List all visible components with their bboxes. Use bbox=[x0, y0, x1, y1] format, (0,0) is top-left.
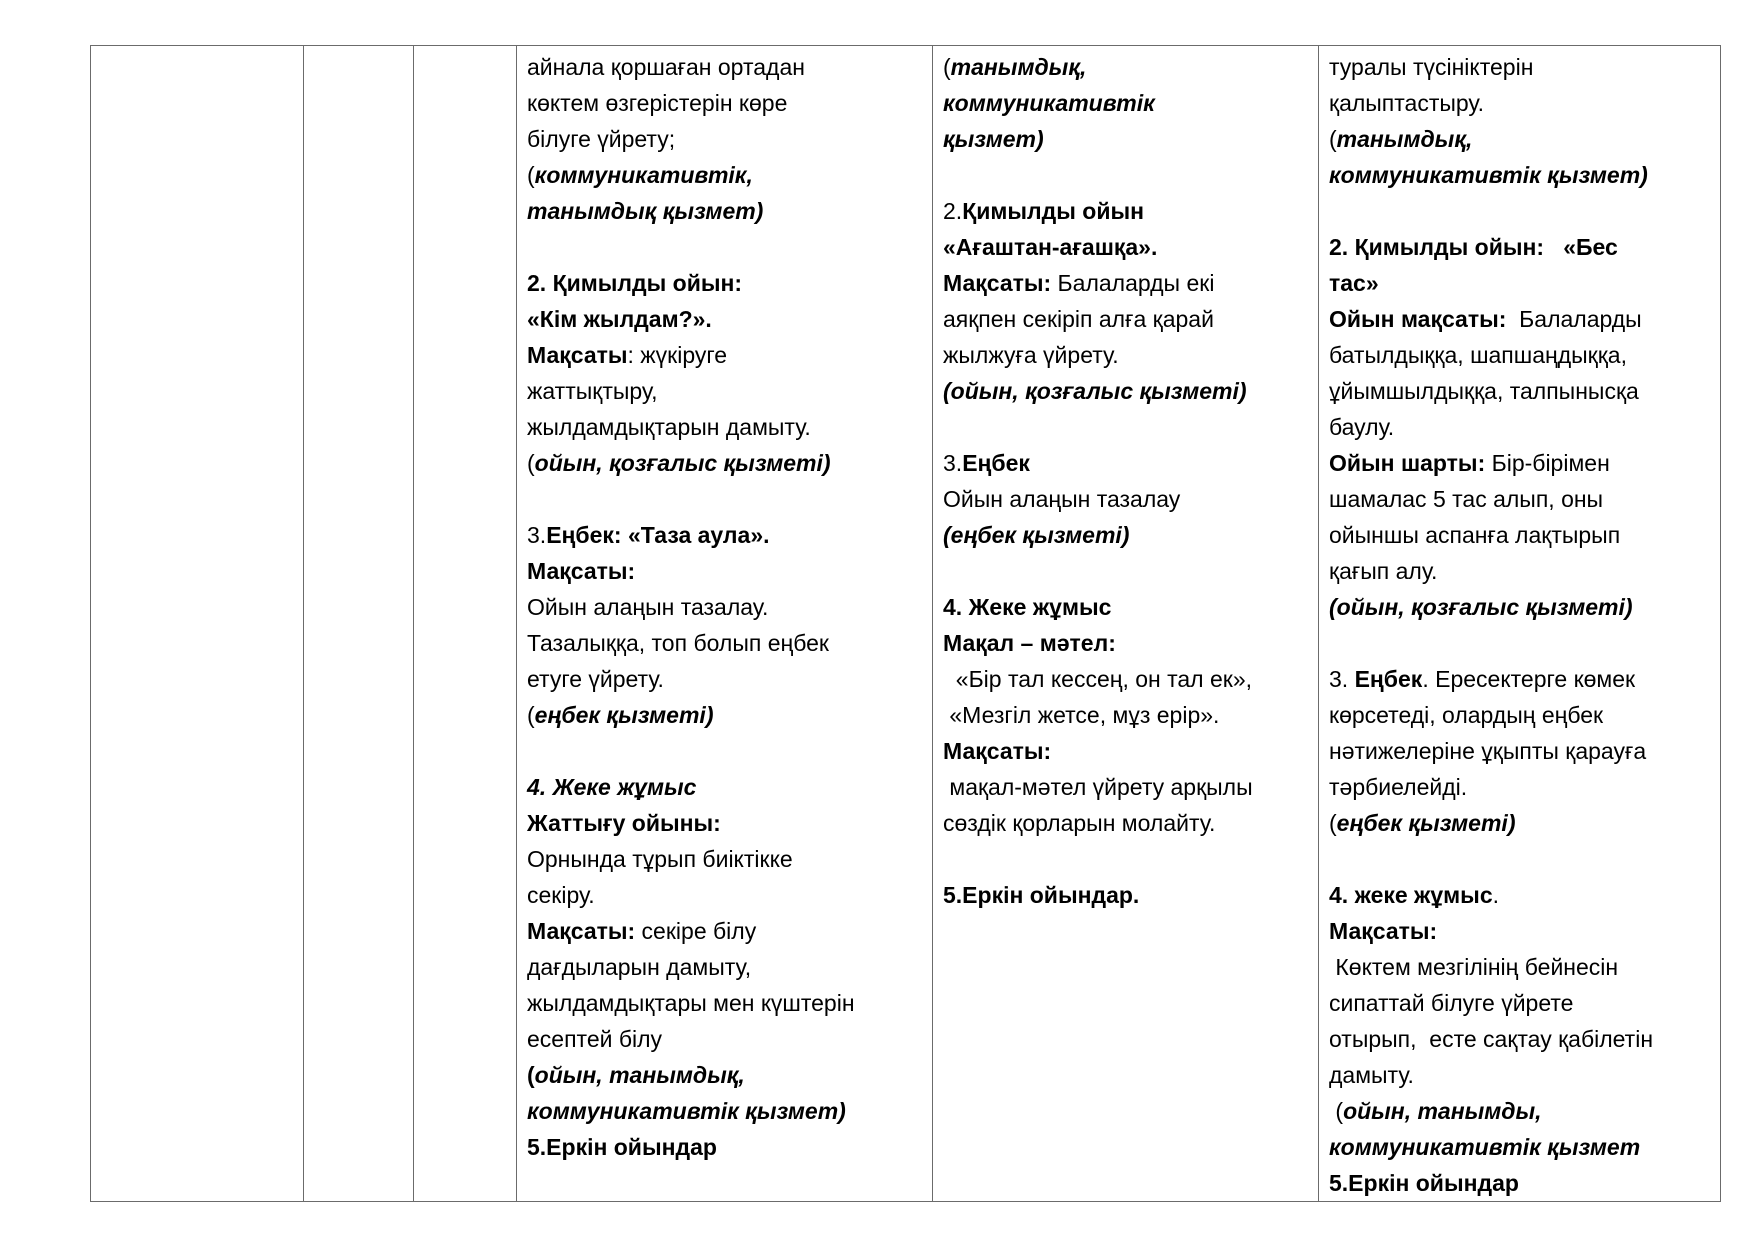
text-line: Ойын алаңын тазалау. bbox=[527, 594, 769, 620]
activity-type: коммуникативтік bbox=[943, 90, 1155, 116]
activity-cell-col4 bbox=[517, 46, 933, 1202]
text-line bbox=[527, 1057, 924, 1093]
goal-text: : жүкіруге bbox=[627, 342, 728, 368]
goal-label: Мақсаты: bbox=[527, 918, 636, 944]
goal-text: Балаларды bbox=[1506, 306, 1642, 332]
text-line: шамалас 5 тас алып, оны bbox=[1329, 486, 1604, 512]
text-line: қағып алу. bbox=[1329, 558, 1438, 584]
game-title: «Кім жылдам?». bbox=[527, 306, 712, 332]
paren: ( bbox=[1329, 126, 1337, 152]
exercise-title: Жаттығу ойыны: bbox=[527, 810, 721, 836]
section-heading: 2. Қимылды ойын: «Бес bbox=[1329, 234, 1618, 260]
paren: ( bbox=[527, 1062, 535, 1088]
number: 3. bbox=[527, 522, 547, 548]
game-title: тас» bbox=[1329, 270, 1379, 296]
text-line: көктем өзгерістерін көре bbox=[527, 90, 788, 116]
text-line: тәрбиелейді. bbox=[1329, 774, 1468, 800]
section-heading: Қимылды ойын bbox=[962, 198, 1144, 224]
text-line bbox=[1329, 661, 1712, 697]
activity-type: коммуникативтік қызмет bbox=[1329, 1134, 1641, 1160]
text-line: секіру. bbox=[527, 882, 595, 908]
text-line: жаттықтыру, bbox=[527, 378, 658, 404]
text-line: Ойын алаңын тазалау bbox=[943, 486, 1181, 512]
text-line: дағдыларын дамыту, bbox=[527, 954, 752, 980]
text-line bbox=[527, 517, 924, 553]
text-line: сипаттай білуге үйрете bbox=[1329, 990, 1574, 1016]
text-line bbox=[1329, 301, 1712, 337]
goal-label: Мақсаты: bbox=[943, 738, 1052, 764]
text-line: баулу. bbox=[1329, 414, 1395, 440]
table-row bbox=[91, 46, 1721, 1202]
proverb-title: Мақал – мәтел: bbox=[943, 630, 1116, 656]
rules-text: Бір-бірімен bbox=[1485, 450, 1610, 476]
goal-text: Балаларды екі bbox=[1051, 270, 1215, 296]
activity-cell-col5 bbox=[933, 46, 1319, 1202]
text-line: туралы түсініктерін bbox=[1329, 54, 1534, 80]
text-line: нәтижелеріне ұқыпты қарауға bbox=[1329, 738, 1647, 764]
text-line: отырып, есте сақтау қабілетін bbox=[1329, 1026, 1654, 1052]
text-line bbox=[943, 193, 1310, 229]
paren: ( bbox=[1329, 1098, 1344, 1124]
text-line: дамыту. bbox=[1329, 1062, 1414, 1088]
goal-label: Ойын мақсаты: bbox=[1329, 306, 1507, 332]
activity-type: танымдық, bbox=[1336, 126, 1473, 152]
paren: ( bbox=[1329, 810, 1337, 836]
section-heading: 4. Жеке жұмыс bbox=[527, 774, 697, 800]
text-line: Көктем мезгілінің бейнесін bbox=[1329, 954, 1619, 980]
text-line bbox=[527, 913, 924, 949]
text: . bbox=[1492, 882, 1499, 908]
text-line bbox=[1329, 1093, 1712, 1129]
text-line: жылдамдықтарын дамыту. bbox=[527, 414, 811, 440]
goal-label: Мақсаты: bbox=[943, 270, 1052, 296]
empty-cell-1 bbox=[91, 46, 304, 1202]
text-line: жылдамдықтары мен күштерін bbox=[527, 990, 855, 1016]
paren: ( bbox=[527, 702, 535, 728]
text-line: қалыптастыру. bbox=[1329, 90, 1485, 116]
text-line bbox=[943, 265, 1310, 301]
activity-type: коммуникативтік қызмет) bbox=[527, 1098, 846, 1124]
text-line: мақал-мәтел үйрету арқылы bbox=[943, 774, 1253, 800]
text-line bbox=[943, 445, 1310, 481]
section-heading: Еңбек bbox=[962, 450, 1030, 476]
activity-type: (еңбек қызметі) bbox=[943, 522, 1130, 548]
text-line: көрсетеді, олардың еңбек bbox=[1329, 702, 1604, 728]
text-line bbox=[527, 157, 924, 193]
number: 2. bbox=[943, 198, 963, 224]
activity-type: ойын, танымды, bbox=[1343, 1098, 1542, 1124]
section-heading: 5.Еркін ойындар bbox=[1329, 1170, 1519, 1196]
activity-cell-col6 bbox=[1319, 46, 1721, 1202]
paren: ( bbox=[527, 450, 535, 476]
plan-table bbox=[90, 45, 1721, 1202]
activity-type: ойын, танымдық, bbox=[534, 1062, 745, 1088]
paren: ( bbox=[527, 162, 535, 188]
section-heading: 4. Жеке жұмыс bbox=[943, 594, 1112, 620]
activity-type: ойын, қозғалыс қызметі) bbox=[534, 450, 831, 476]
activity-type: танымдық, bbox=[950, 54, 1087, 80]
number: 3. bbox=[943, 450, 963, 476]
goal-label: Мақсаты: bbox=[527, 558, 636, 584]
empty-cell-3 bbox=[414, 46, 517, 1202]
text-line bbox=[527, 337, 924, 373]
text-line bbox=[943, 49, 1310, 85]
empty-cell-2 bbox=[304, 46, 414, 1202]
section-heading: 5.Еркін ойындар. bbox=[943, 882, 1140, 908]
goal-label: Мақсаты: bbox=[1329, 918, 1438, 944]
game-title: «Ағаштан-ағашқа». bbox=[943, 234, 1158, 260]
text-line: жылжуға үйрету. bbox=[943, 342, 1119, 368]
text-line bbox=[1329, 121, 1712, 157]
activity-type: коммуникативтік қызмет) bbox=[1329, 162, 1648, 188]
paren: ( bbox=[943, 54, 951, 80]
activity-type: (ойын, қозғалыс қызметі) bbox=[943, 378, 1247, 404]
activity-type: танымдық қызмет) bbox=[527, 198, 764, 224]
activity-type: еңбек қызметі) bbox=[1336, 810, 1516, 836]
activity-type: (ойын, қозғалыс қызметі) bbox=[1329, 594, 1633, 620]
text-line: Орнында тұрып биіктікке bbox=[527, 846, 793, 872]
text-line bbox=[1329, 445, 1712, 481]
text-line bbox=[527, 445, 924, 481]
text-line: есептей білу bbox=[527, 1026, 663, 1052]
rules-label: Ойын шарты: bbox=[1329, 450, 1486, 476]
section-heading: 5.Еркін ойындар bbox=[527, 1134, 717, 1160]
activity-type: коммуникативтік, bbox=[534, 162, 753, 188]
text-line: етуге үйрету. bbox=[527, 666, 664, 692]
text: . Ересектерге көмек bbox=[1422, 666, 1636, 692]
text-line bbox=[1329, 805, 1712, 841]
text-line bbox=[1329, 877, 1712, 913]
activity-type: еңбек қызметі) bbox=[534, 702, 714, 728]
proverb-line: «Мезгіл жетсе, мұз ерір». bbox=[943, 702, 1220, 728]
section-heading: 4. жеке жұмыс bbox=[1329, 882, 1493, 908]
text-line: батылдыққа, шапшаңдыққа, bbox=[1329, 342, 1627, 368]
goal-text: секіре білу bbox=[635, 918, 757, 944]
proverb-line: «Бір тал кессең, он тал ек», bbox=[943, 666, 1253, 692]
activity-type: қызмет) bbox=[943, 126, 1044, 152]
text-line: аяқпен секіріп алға қарай bbox=[943, 306, 1214, 332]
section-heading: Еңбек bbox=[1354, 666, 1423, 692]
section-heading: Еңбек: «Таза аула». bbox=[546, 522, 770, 548]
text-line: Тазалыққа, топ болып еңбек bbox=[527, 630, 829, 656]
text-line bbox=[527, 697, 924, 733]
goal-label: Мақсаты bbox=[527, 342, 628, 368]
number: 3. bbox=[1329, 666, 1355, 692]
text-line: ұйымшылдыққа, талпынысқа bbox=[1329, 378, 1639, 404]
text-line: ойыншы аспанға лақтырып bbox=[1329, 522, 1621, 548]
text-line: сөздік қорларын молайту. bbox=[943, 810, 1216, 836]
text-line: айнала қоршаған ортадан bbox=[527, 54, 805, 80]
section-heading: 2. Қимылды ойын: bbox=[527, 270, 743, 296]
text-line: білуге үйрету; bbox=[527, 126, 676, 152]
